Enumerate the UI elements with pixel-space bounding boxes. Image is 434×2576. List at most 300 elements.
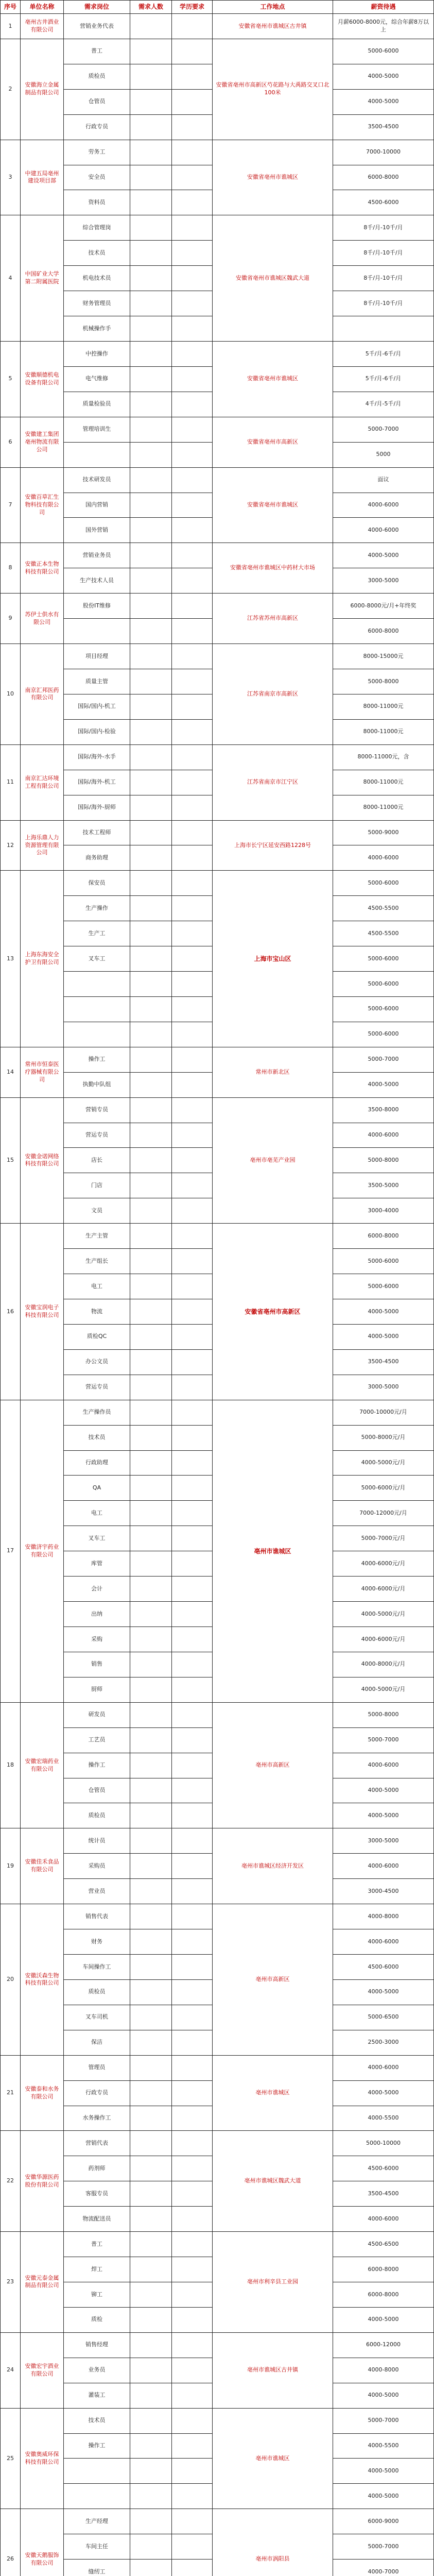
- cell-salary: 5000-8000: [333, 1702, 434, 1727]
- cell-education: [172, 2207, 213, 2232]
- cell-position: 采购: [64, 1627, 130, 1652]
- cell-salary: 4500-5500: [333, 921, 434, 946]
- cell-education: [172, 845, 213, 871]
- cell-count: [130, 1198, 172, 1224]
- cell-location: 常州市新北区: [213, 1047, 333, 1097]
- cell-salary: 4000-5000: [333, 1324, 434, 1349]
- cell-location: 安徽省亳州市高新区芍花路与大禹路交叉口北100米: [213, 39, 333, 140]
- cell-count: [130, 366, 172, 392]
- cell-count: [130, 644, 172, 669]
- cell-count: [130, 719, 172, 744]
- cell-index: 10: [1, 644, 21, 745]
- table-row: [1, 871, 434, 896]
- cell-position: 质检员: [64, 1979, 130, 2005]
- cell-location: 亳州市谯城区经济开发区: [213, 1828, 333, 1904]
- cell-position: 综合管理岗: [64, 215, 130, 241]
- cell-education: [172, 1299, 213, 1325]
- cell-salary: 5000-7000: [333, 1047, 434, 1072]
- cell-salary: 5000-7000: [333, 417, 434, 442]
- cell-education: [172, 366, 213, 392]
- cell-position: 国内营销: [64, 493, 130, 518]
- cell-education: [172, 619, 213, 644]
- cell-salary: 6000-8000元/月+年终奖: [333, 594, 434, 619]
- cell-education: [172, 89, 213, 114]
- cell-count: [130, 1476, 172, 1501]
- col-header-count: 需求人数: [130, 1, 172, 14]
- cell-position: 生产组长: [64, 1249, 130, 1274]
- cell-position: 国外营销: [64, 518, 130, 543]
- cell-salary: 5千/月-6千/月: [333, 366, 434, 392]
- cell-salary: 4000-6000元/月: [333, 1551, 434, 1577]
- cell-position: 焊工: [64, 2257, 130, 2282]
- cell-position: 叉车工: [64, 946, 130, 972]
- cell-education: [172, 820, 213, 845]
- cell-index: 7: [1, 467, 21, 543]
- cell-position: 股份IT维修: [64, 594, 130, 619]
- cell-education: [172, 1349, 213, 1375]
- cell-company: 安徽海立金属制品有限公司: [21, 39, 64, 140]
- cell-count: [130, 2408, 172, 2433]
- cell-salary: 4500-5500: [333, 896, 434, 921]
- cell-count: [130, 2433, 172, 2459]
- cell-position: 安全员: [64, 165, 130, 190]
- cell-salary: 5000-6000: [333, 39, 434, 64]
- cell-salary: 7000-10000元/月: [333, 1400, 434, 1425]
- cell-salary: 4500-6000: [333, 2156, 434, 2181]
- cell-education: [172, 1828, 213, 1854]
- cell-index: 3: [1, 140, 21, 215]
- table-row: [1, 39, 434, 64]
- cell-location: 亳州市谯城区: [213, 2408, 333, 2509]
- cell-education: [172, 896, 213, 921]
- cell-count: [130, 392, 172, 417]
- col-header-company: 单位名称: [21, 1, 64, 14]
- cell-education: [172, 694, 213, 719]
- cell-company: 安徽建工集团亳州物流有限公司: [21, 417, 64, 467]
- cell-education: [172, 392, 213, 417]
- cell-count: [130, 1375, 172, 1400]
- cell-education: [172, 518, 213, 543]
- cell-education: [172, 2560, 213, 2576]
- cell-position: 国际/海外-机工: [64, 770, 130, 795]
- cell-position: 药剂师: [64, 2156, 130, 2181]
- table-row: [1, 2408, 434, 2433]
- cell-salary: 4000-6000: [333, 1123, 434, 1148]
- cell-position: 铆工: [64, 2282, 130, 2307]
- cell-count: [130, 2484, 172, 2509]
- cell-salary: 5千/月-6千/月: [333, 341, 434, 366]
- cell-salary: 4500-6000: [333, 1954, 434, 1979]
- cell-count: [130, 694, 172, 719]
- cell-education: [172, 1072, 213, 1097]
- cell-salary: 8000-11000元: [333, 694, 434, 719]
- cell-position: 营销业务员: [64, 543, 130, 568]
- cell-index: 21: [1, 2055, 21, 2131]
- cell-education: [172, 1929, 213, 1955]
- cell-index: 5: [1, 341, 21, 417]
- cell-position: 技术员: [64, 241, 130, 266]
- cell-index: 11: [1, 744, 21, 820]
- cell-education: [172, 1173, 213, 1198]
- cell-education: [172, 568, 213, 594]
- cell-education: [172, 2282, 213, 2307]
- cell-salary: 5000: [333, 442, 434, 467]
- cell-count: [130, 1274, 172, 1299]
- cell-count: [130, 1123, 172, 1148]
- table-row: [1, 215, 434, 241]
- cell-salary: 8千/月-10千/月: [333, 215, 434, 241]
- cell-position: 技术工程师: [64, 820, 130, 845]
- cell-position: 机电技术员: [64, 266, 130, 291]
- cell-salary: 8000-11000元: [333, 719, 434, 744]
- cell-education: [172, 972, 213, 997]
- cell-education: [172, 770, 213, 795]
- cell-salary: 3000-4000: [333, 1198, 434, 1224]
- cell-company: 安徽奥威环保科技有限公司: [21, 2408, 64, 2509]
- cell-education: [172, 996, 213, 1022]
- cell-salary: 3500-4500: [333, 2181, 434, 2207]
- cell-salary: 3500-5000: [333, 1173, 434, 1198]
- cell-company: 安徽天鹅服饰有限公司: [21, 2509, 64, 2576]
- cell-location: 亳州市谯城区魏武大道: [213, 2131, 333, 2232]
- cell-education: [172, 1148, 213, 1173]
- table-row: [1, 644, 434, 669]
- cell-salary: 面议: [333, 467, 434, 493]
- cell-count: [130, 291, 172, 316]
- cell-education: [172, 1450, 213, 1476]
- cell-education: [172, 2005, 213, 2030]
- cell-education: [172, 1198, 213, 1224]
- cell-position: QA: [64, 1476, 130, 1501]
- cell-count: [130, 215, 172, 241]
- cell-index: 6: [1, 417, 21, 467]
- cell-salary: 4000-5000元/月: [333, 1677, 434, 1702]
- cell-position: 质检员: [64, 1803, 130, 1828]
- cell-salary: 6000-8000: [333, 1224, 434, 1249]
- cell-salary: 8千/月-10千/月: [333, 241, 434, 266]
- table-row: [1, 1400, 434, 1425]
- cell-salary: 8000-15000元: [333, 644, 434, 669]
- cell-count: [130, 64, 172, 89]
- cell-count: [130, 1450, 172, 1476]
- cell-education: [172, 2307, 213, 2332]
- cell-count: [130, 820, 172, 845]
- cell-company: 安徽顺德机电设备有限公司: [21, 341, 64, 417]
- cell-position: 营销代表: [64, 2131, 130, 2156]
- cell-position: 营业员: [64, 1879, 130, 1904]
- cell-salary: 4000-6000: [333, 2207, 434, 2232]
- cell-position: [64, 619, 130, 644]
- cell-salary: 4000-6000元/月: [333, 1577, 434, 1602]
- cell-education: [172, 341, 213, 366]
- cell-salary: 6000-12000: [333, 2332, 434, 2358]
- cell-count: [130, 1828, 172, 1854]
- table-row: [1, 1828, 434, 1854]
- cell-location: 亳州市涡阳县: [213, 2509, 333, 2576]
- cell-education: [172, 2509, 213, 2534]
- cell-position: 客服专员: [64, 2181, 130, 2207]
- cell-salary: 4000-5000: [333, 89, 434, 114]
- table-header-row: [1, 1, 434, 14]
- cell-position: 营运专员: [64, 1123, 130, 1148]
- cell-position: 生产操作: [64, 896, 130, 921]
- cell-count: [130, 1551, 172, 1577]
- cell-index: 4: [1, 215, 21, 342]
- cell-position: 机械操作手: [64, 316, 130, 342]
- cell-location: 上海市宝山区: [213, 871, 333, 1047]
- cell-index: 22: [1, 2131, 21, 2232]
- cell-position: 质检: [64, 2307, 130, 2332]
- cell-index: 15: [1, 1097, 21, 1224]
- cell-location: 安徽省亳州市谯城区: [213, 467, 333, 543]
- cell-position: 物流: [64, 1299, 130, 1325]
- cell-position: 门店: [64, 1173, 130, 1198]
- cell-index: 14: [1, 1047, 21, 1097]
- cell-position: 缝纫工: [64, 2560, 130, 2576]
- cell-education: [172, 39, 213, 64]
- cell-count: [130, 493, 172, 518]
- cell-salary: 4000-5000元/月: [333, 1450, 434, 1476]
- cell-education: [172, 2156, 213, 2181]
- cell-education: [172, 1047, 213, 1072]
- cell-education: [172, 2030, 213, 2055]
- cell-position: 财务: [64, 1929, 130, 1955]
- cell-education: [172, 1727, 213, 1753]
- cell-count: [130, 1879, 172, 1904]
- cell-salary: 4000-5000: [333, 2080, 434, 2106]
- cell-education: [172, 921, 213, 946]
- cell-position: 叉车司机: [64, 2005, 130, 2030]
- table-row: [1, 1047, 434, 1072]
- cell-education: [172, 2459, 213, 2484]
- cell-position: 车间主任: [64, 2534, 130, 2560]
- cell-position: 行政专员: [64, 2080, 130, 2106]
- cell-salary: 8000-11000元: [333, 770, 434, 795]
- cell-education: [172, 1652, 213, 1677]
- cell-education: [172, 1904, 213, 1929]
- cell-education: [172, 2408, 213, 2433]
- cell-education: [172, 1123, 213, 1148]
- cell-education: [172, 644, 213, 669]
- cell-position: 采购员: [64, 1854, 130, 1879]
- cell-count: [130, 1904, 172, 1929]
- table-row: [1, 2232, 434, 2257]
- cell-index: 13: [1, 871, 21, 1047]
- cell-company: 中建五局亳州建设项目部: [21, 140, 64, 215]
- cell-position: [64, 2459, 130, 2484]
- cell-location: 江苏省苏州市高新区: [213, 594, 333, 644]
- cell-education: [172, 543, 213, 568]
- cell-position: 财务管理员: [64, 291, 130, 316]
- cell-location: 安徽省亳州市谯城区古井镇: [213, 14, 333, 39]
- cell-salary: 4000-8000元/月: [333, 1652, 434, 1677]
- cell-count: [130, 442, 172, 467]
- cell-count: [130, 1425, 172, 1450]
- cell-index: 24: [1, 2332, 21, 2408]
- cell-education: [172, 2181, 213, 2207]
- cell-position: 仓管员: [64, 89, 130, 114]
- cell-company: 安徽佳禾食品有限公司: [21, 1828, 64, 1904]
- cell-education: [172, 2257, 213, 2282]
- cell-salary: 5000-7000: [333, 2408, 434, 2433]
- cell-position: [64, 1022, 130, 1047]
- cell-position: 普工: [64, 2232, 130, 2257]
- cell-count: [130, 2307, 172, 2332]
- cell-position: 资料员: [64, 190, 130, 215]
- table-row: [1, 140, 434, 165]
- cell-count: [130, 845, 172, 871]
- cell-education: [172, 14, 213, 39]
- cell-location: 安徽省亳州市谯城区中药材大市场: [213, 543, 333, 594]
- cell-position: 普工: [64, 39, 130, 64]
- cell-education: [172, 1979, 213, 2005]
- cell-education: [172, 1677, 213, 1702]
- cell-count: [130, 2358, 172, 2383]
- cell-count: [130, 2005, 172, 2030]
- cell-position: 出纳: [64, 1602, 130, 1627]
- cell-education: [172, 1602, 213, 1627]
- cell-position: 国际/国内-机工: [64, 694, 130, 719]
- cell-company: 安徽宏瑞药业有限公司: [21, 1702, 64, 1828]
- cell-company: 南京汇达环境工程有限公司: [21, 744, 64, 820]
- cell-education: [172, 719, 213, 744]
- cell-position: 业务员: [64, 2358, 130, 2383]
- cell-salary: 5000-7000: [333, 2534, 434, 2560]
- cell-education: [172, 1702, 213, 1727]
- cell-salary: 4000-8000: [333, 1904, 434, 1929]
- cell-position: 生产主管: [64, 1224, 130, 1249]
- cell-education: [172, 744, 213, 770]
- cell-count: [130, 1047, 172, 1072]
- table-row: [1, 2509, 434, 2534]
- cell-count: [130, 2282, 172, 2307]
- cell-count: [130, 2131, 172, 2156]
- cell-count: [130, 1148, 172, 1173]
- cell-count: [130, 467, 172, 493]
- cell-education: [172, 215, 213, 241]
- cell-position: 电工: [64, 1274, 130, 1299]
- cell-salary: 8000-11000元: [333, 795, 434, 820]
- cell-salary: 6000-8000: [333, 619, 434, 644]
- cell-salary: 3500-4500: [333, 114, 434, 140]
- table-row: [1, 543, 434, 568]
- cell-education: [172, 1803, 213, 1828]
- cell-salary: 8千/月-10千/月: [333, 266, 434, 291]
- table-row: [1, 467, 434, 493]
- cell-education: [172, 594, 213, 619]
- cell-position: 生产经理: [64, 2509, 130, 2534]
- cell-salary: 6000-8000: [333, 165, 434, 190]
- cell-salary: 4000-6000: [333, 1854, 434, 1879]
- cell-company: 南京汇邦医药有限公司: [21, 644, 64, 745]
- cell-position: 生产技术人员: [64, 568, 130, 594]
- cell-education: [172, 417, 213, 442]
- cell-position: 操作工: [64, 1753, 130, 1778]
- cell-education: [172, 1274, 213, 1299]
- cell-company: 安徽元泰金属制品有限公司: [21, 2232, 64, 2333]
- cell-salary: 5000-8000: [333, 1148, 434, 1173]
- table-row: [1, 744, 434, 770]
- cell-salary: 5000-6000: [333, 1249, 434, 1274]
- cell-count: [130, 1854, 172, 1879]
- cell-count: [130, 190, 172, 215]
- cell-count: [130, 1652, 172, 1677]
- cell-education: [172, 140, 213, 165]
- cell-position: 水务操作工: [64, 2106, 130, 2131]
- cell-count: [130, 241, 172, 266]
- cell-count: [130, 1526, 172, 1551]
- cell-education: [172, 165, 213, 190]
- cell-salary: 5000-6000: [333, 1274, 434, 1299]
- cell-count: [130, 1249, 172, 1274]
- cell-index: 23: [1, 2232, 21, 2333]
- cell-position: [64, 442, 130, 467]
- cell-position: 电气维修: [64, 366, 130, 392]
- cell-position: 营运专员: [64, 1375, 130, 1400]
- cell-count: [130, 2156, 172, 2181]
- cell-salary: 4000-6000: [333, 2055, 434, 2080]
- cell-salary: 月薪6000-8000元，综合年薪8万以上: [333, 14, 434, 39]
- cell-count: [130, 2383, 172, 2408]
- cell-salary: 4000-5000: [333, 64, 434, 89]
- cell-education: [172, 1224, 213, 1249]
- cell-position: 国际/海外-厨师: [64, 795, 130, 820]
- cell-education: [172, 1778, 213, 1803]
- cell-count: [130, 2332, 172, 2358]
- cell-salary: 4000-5000元/月: [333, 1602, 434, 1627]
- cell-location: 亳州市亳芜产业园: [213, 1097, 333, 1224]
- cell-location: 亳州市谯城区: [213, 2055, 333, 2131]
- cell-education: [172, 1627, 213, 1652]
- cell-education: [172, 1476, 213, 1501]
- cell-count: [130, 795, 172, 820]
- cell-salary: 7000-10000: [333, 140, 434, 165]
- cell-position: 质检员: [64, 64, 130, 89]
- cell-company: 安徽泰和水务有限公司: [21, 2055, 64, 2131]
- cell-count: [130, 996, 172, 1022]
- cell-count: [130, 1753, 172, 1778]
- cell-position: 研发员: [64, 1702, 130, 1727]
- cell-salary: 4000-6000: [333, 493, 434, 518]
- cell-count: [130, 14, 172, 39]
- cell-count: [130, 1299, 172, 1325]
- cell-position: 物流配送员: [64, 2207, 130, 2232]
- cell-count: [130, 114, 172, 140]
- cell-education: [172, 871, 213, 896]
- cell-company: 安徽百草汇生物科技有限公司: [21, 467, 64, 543]
- cell-position: 质检QC: [64, 1324, 130, 1349]
- cell-education: [172, 493, 213, 518]
- cell-salary: 4000-5000: [333, 1778, 434, 1803]
- cell-position: 营销专员: [64, 1097, 130, 1123]
- cell-count: [130, 896, 172, 921]
- cell-company: 安徽济宇药业有限公司: [21, 1400, 64, 1702]
- cell-index: 20: [1, 1904, 21, 2056]
- cell-count: [130, 770, 172, 795]
- cell-count: [130, 89, 172, 114]
- cell-position: 营销业务代表: [64, 14, 130, 39]
- cell-company: 上海乐鼎人力资源管理有限公司: [21, 820, 64, 871]
- cell-location: 亳州市高新区: [213, 1702, 333, 1828]
- cell-salary: 4000-5000: [333, 543, 434, 568]
- cell-company: 上海东海安全护卫有限公司: [21, 871, 64, 1047]
- cell-salary: 4000-5500: [333, 2106, 434, 2131]
- cell-education: [172, 2433, 213, 2459]
- cell-count: [130, 2232, 172, 2257]
- cell-count: [130, 1022, 172, 1047]
- table-row: [1, 2055, 434, 2080]
- cell-education: [172, 1854, 213, 1879]
